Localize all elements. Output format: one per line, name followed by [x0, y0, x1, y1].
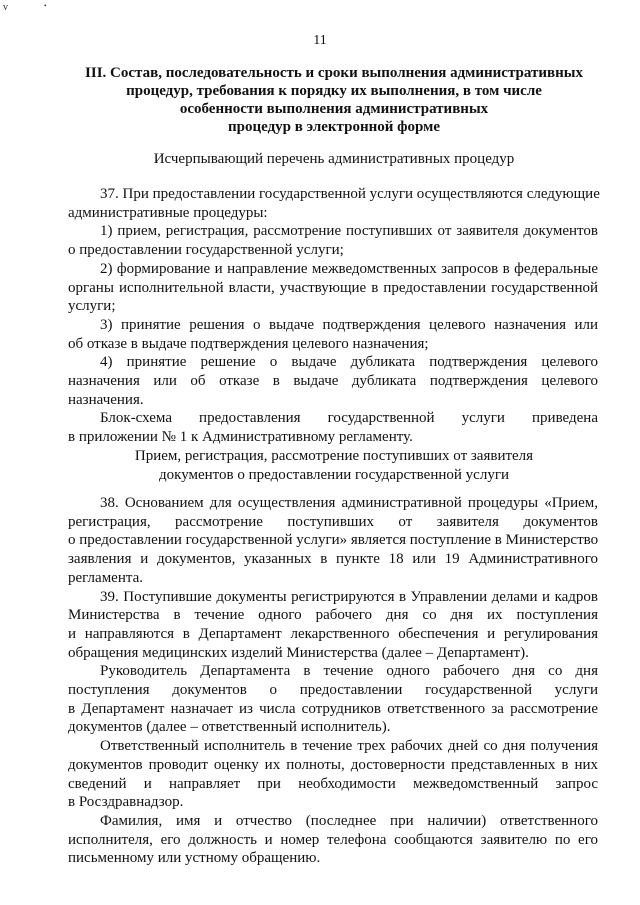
section-title-line: особенности выполнения административных — [179, 101, 489, 117]
subheading-reception — [70, 447, 598, 484]
section-title — [70, 64, 598, 136]
text-line: и направляются в Департамент лекарственного обеспечения и регулирования — [68, 625, 598, 642]
text-line: регистрация, рассмотрение поступивших от заявителя документов — [68, 513, 598, 530]
paragraphs-38-39 — [68, 494, 598, 868]
text-line: сведений и направляет при необходимости межведомственный запрос — [68, 775, 598, 792]
scan-speck: • — [44, 2, 47, 10]
text-line: документов проводит оценку их полноты, достоверности представленных в них — [68, 756, 598, 773]
text-line: заявления и документов, указанных в пункте 18 или 19 Административного — [68, 551, 598, 568]
text-line: назначения. — [68, 391, 144, 408]
text-line: о предоставлении государственной услуги» является поступление в Министерство — [68, 532, 599, 549]
text-line: письменному или устному обращению. — [68, 850, 321, 867]
text-line: 3) принятие решения о выдаче подтверждения целевого назначения или — [100, 316, 598, 333]
scan-speck: v — [3, 2, 8, 13]
subheading-line: документов о предоставлении государственной услуги — [158, 466, 509, 483]
text-line: Руководитель Департамента в течение одного рабочего дня со дня — [100, 663, 598, 680]
text-line: 2) формирование и направление межведомственных запросов в федеральные — [100, 260, 598, 277]
text-line: 39. Поступившие документы регистрируются в Управлении делами и кадров — [100, 588, 598, 605]
text-line: назначения или об отказе в выдаче дубликата подтверждения целевого — [68, 373, 598, 390]
text-line: об отказе в выдаче подтверждения целевого назначения; — [68, 335, 429, 352]
text-line: Министерства в течение одного рабочего дня со дня их поступления — [68, 607, 598, 624]
section-title-line: III. Состав, последовательность и сроки выполнения административных — [85, 65, 583, 81]
text-line: 37. При предоставлении государственной услуги осуществляются следующие — [100, 186, 600, 202]
section-title-line: процедур в электронной форме — [228, 119, 440, 135]
text-line: документов (далее – ответственный исполнитель). — [68, 719, 391, 736]
text-line: Блок-схема предоставления государственной услуги приведена — [100, 410, 598, 427]
text-line: о предоставлении государственной услуги; — [68, 242, 344, 259]
text-line: административные процедуры: — [68, 204, 268, 221]
text-line: регламента. — [68, 569, 144, 586]
text-line: 1) прием, регистрация, рассмотрение поступивших от заявителя документов — [100, 223, 598, 240]
text-line: обращения медицинских изделий Министерства (далее – Департамент). — [68, 644, 529, 661]
text-line: в Росздравнадзор. — [68, 794, 184, 811]
text-line: исполнителя, его должность и номер телефона сообщаются заявителю по его — [68, 831, 598, 848]
text-line: Фамилия, имя и отчество (последнее при наличии) ответственного — [100, 812, 598, 829]
section-title-line: процедур, требования к порядку их выполнения, в том числе — [126, 83, 542, 99]
paragraph-37 — [68, 185, 598, 447]
text-line: услуги; — [68, 298, 116, 315]
subheading-procedures-list — [70, 150, 598, 169]
subheading-line: Прием, регистрация, рассмотрение поступивших от заявителя — [134, 448, 534, 464]
text-line: 4) принятие решение о выдаче дубликата подтверждения целевого — [100, 354, 598, 371]
text-line: в Департамент назначает из числа сотрудников ответственного за рассмотрение — [68, 700, 598, 717]
text-line: в приложении № 1 к Административному регламенту. — [68, 429, 413, 446]
text-line: поступления документов о предоставлении государственной услуги — [68, 682, 598, 699]
subheading-line: Исчерпывающий перечень административных процедур — [153, 151, 515, 167]
text-line: органы исполнительной власти, участвующие в предоставлении государственной — [68, 279, 598, 296]
text-line: Ответственный исполнитель в течение трех рабочих дней со дня получения — [100, 738, 598, 755]
text-line: 38. Основанием для осуществления административной процедуры «Прием, — [100, 495, 598, 511]
page-number: 11 — [313, 33, 327, 48]
